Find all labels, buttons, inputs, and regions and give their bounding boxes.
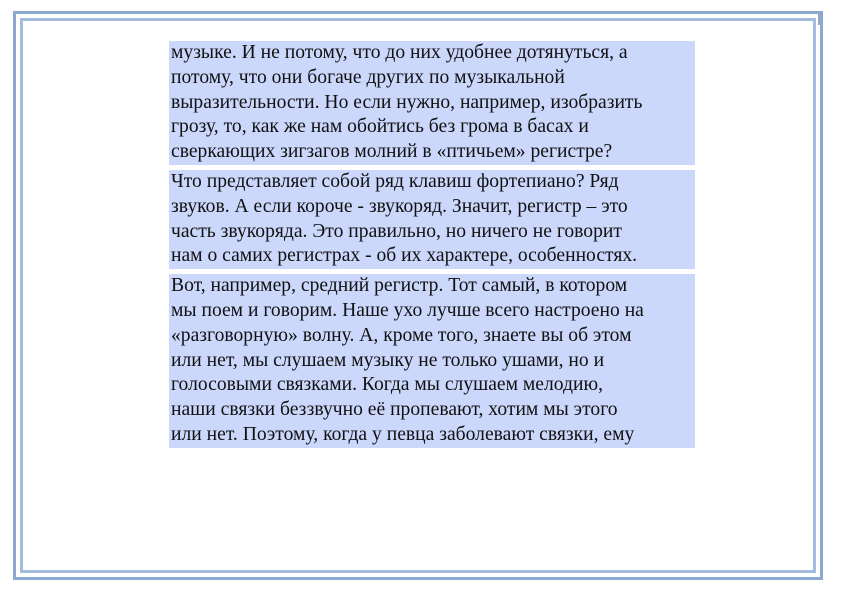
text-line: мы поем и говорим. Наше ухо лучше всего настроено на xyxy=(169,299,695,324)
paragraph-1 xyxy=(169,41,695,165)
text-line: сверкающих зигзагов молний в «птичьем» регистре? xyxy=(169,140,695,165)
paragraph-2 xyxy=(169,170,695,269)
text-line: или нет. Поэтому, когда у певца заболевают связки, ему xyxy=(169,423,695,448)
text-line: голосовыми связками. Когда мы слушаем мелодию, xyxy=(169,373,695,398)
text-line: наши связки беззвучно её пропевают, хотим мы этого xyxy=(169,398,695,423)
text-line: нам о самих регистрах - об их характере, особенностях. xyxy=(169,244,695,269)
text-line: часть звукоряда. Это правильно, но ничего не говорит xyxy=(169,220,695,245)
text-line: Что представляет собой ряд клавиш фортепиано? Ряд xyxy=(169,170,695,195)
text-line: звуков. А если короче - звукоряд. Значит, регистр – это xyxy=(169,195,695,220)
text-line: выразительности. Но если нужно, например, изобразить xyxy=(169,91,695,116)
text-block xyxy=(169,41,695,453)
text-line: грозу, то, как же нам обойтись без грома в басах и xyxy=(169,115,695,140)
text-line: потому, что они богаче других по музыкальной xyxy=(169,66,695,91)
frame-corner-line xyxy=(818,11,821,25)
text-line: «разговорную» волну. А, кроме того, знаете вы об этом xyxy=(169,324,695,349)
paragraph-3 xyxy=(169,274,695,448)
text-line: Вот, например, средний регистр. Тот самый, в котором xyxy=(169,274,695,299)
text-line: музыке. И не потому, что до них удобнее дотянуться, а xyxy=(169,41,695,66)
text-line: или нет, мы слушаем музыку не только ушами, но и xyxy=(169,349,695,374)
